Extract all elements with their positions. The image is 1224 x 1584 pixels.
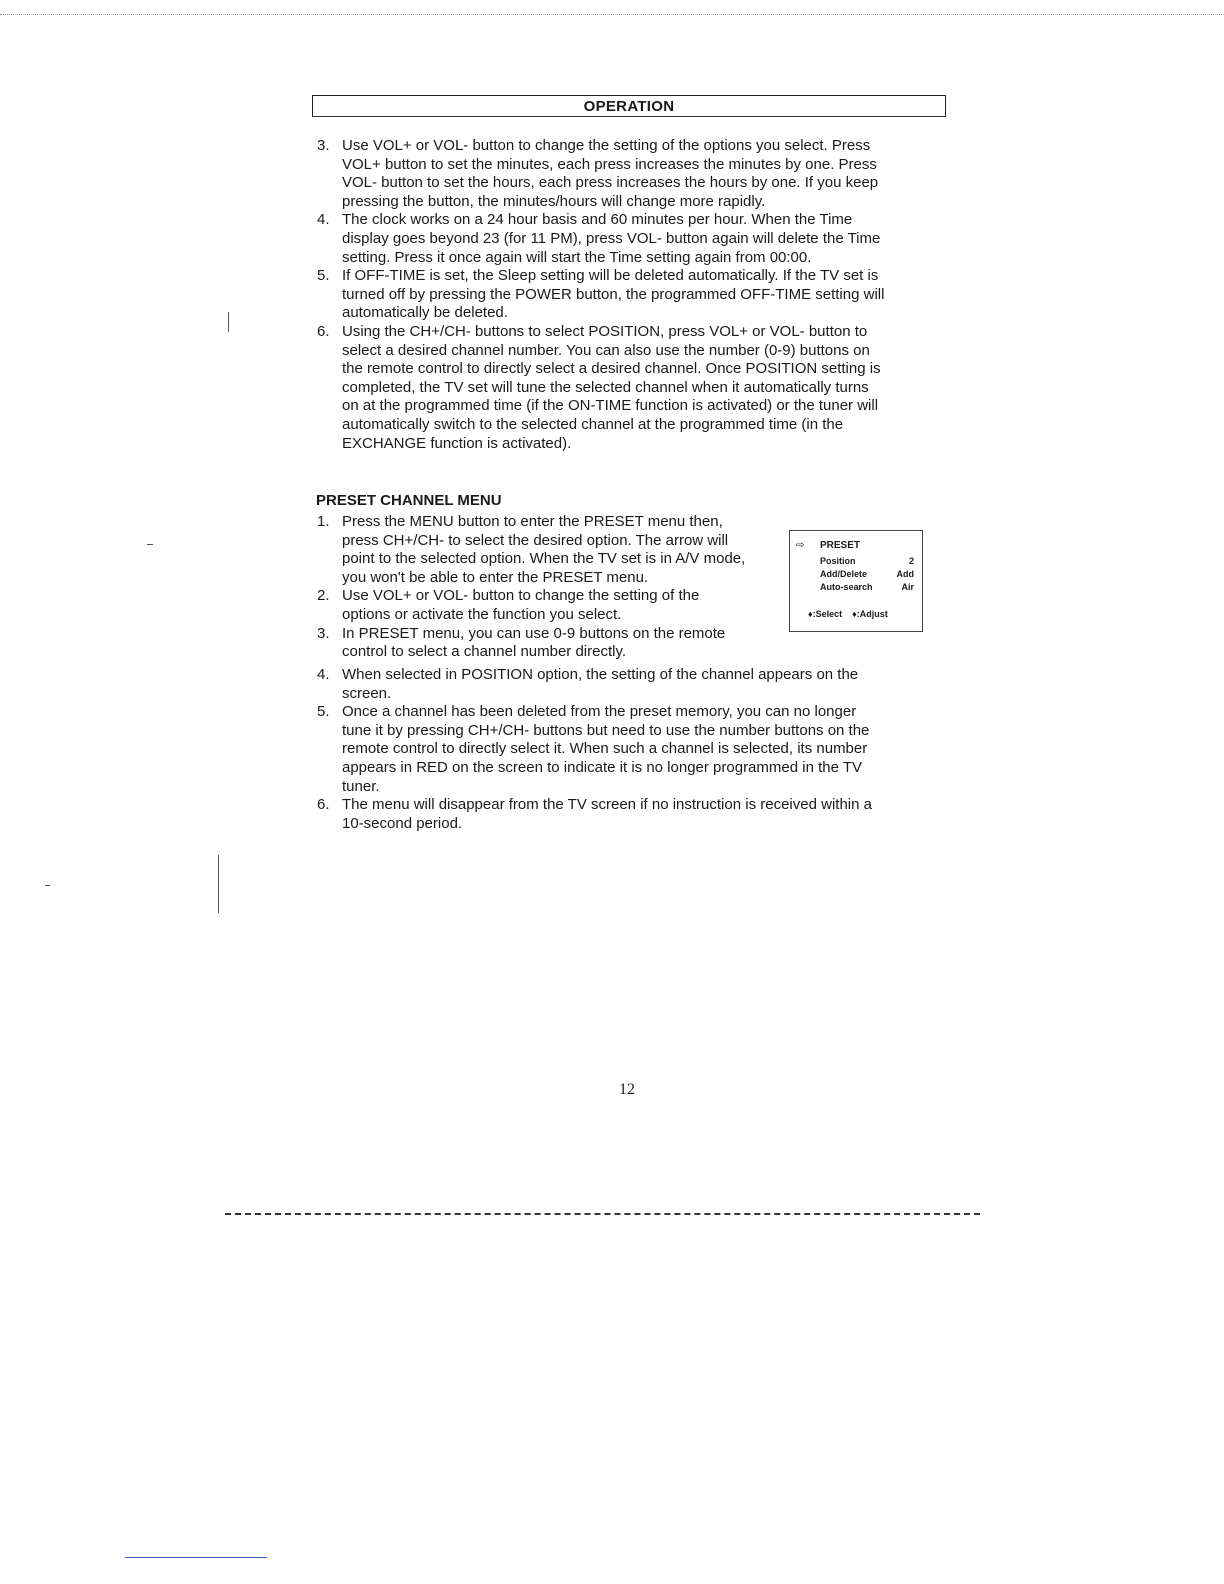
step-number: 4. bbox=[317, 666, 330, 683]
osd-row-label: Auto-search bbox=[820, 582, 873, 592]
section-header-title: OPERATION bbox=[583, 98, 675, 115]
osd-row-value: Add bbox=[896, 569, 914, 579]
step-number: 6. bbox=[317, 322, 330, 340]
step-line: automatically switch to the selected channel at the programmed time (in the bbox=[342, 415, 844, 433]
list-item bbox=[312, 267, 940, 323]
osd-menu-title: PRESET bbox=[820, 540, 861, 551]
step-line: screen. bbox=[342, 684, 392, 702]
step-line: setting. Press it once again will start the Time setting again from 00:00. bbox=[342, 248, 812, 266]
preset-steps-list-continued bbox=[312, 666, 940, 833]
step-number: 3. bbox=[317, 137, 330, 154]
step-line: If OFF-TIME is set, the Sleep setting will be deleted automatically. If the TV set is bbox=[342, 267, 879, 285]
step-line: tuner. bbox=[342, 777, 380, 795]
list-item bbox=[312, 137, 940, 211]
step-line: tune it by pressing CH+/CH- buttons but need to use the number buttons on the bbox=[342, 721, 870, 739]
operation-steps-list bbox=[312, 137, 940, 453]
step-line: Use VOL+ or VOL- button to change the setting of the options you select. Press bbox=[342, 137, 871, 154]
step-line: Once a channel has been deleted from the preset memory, you can no longer bbox=[342, 703, 857, 721]
osd-row-label: Position bbox=[820, 556, 856, 566]
osd-row-value: Air bbox=[901, 582, 914, 592]
step-line: on at the programmed time (if the ON-TIME function is activated) or the tuner will bbox=[342, 397, 879, 415]
step-line: turned off by pressing the POWER button, the programmed OFF-TIME setting will bbox=[342, 285, 885, 303]
step-line: 10-second period. bbox=[342, 814, 463, 832]
step-line: remote control to directly select it. When such a channel is selected, its number bbox=[342, 740, 868, 758]
step-line: appears in RED on the screen to indicate it is no longer programmed in the TV bbox=[342, 758, 863, 776]
page-number: 12 bbox=[619, 1081, 635, 1098]
list-item bbox=[312, 625, 774, 662]
list-item bbox=[312, 513, 774, 587]
preset-osd-menu-illustration bbox=[789, 530, 923, 632]
osd-footer bbox=[808, 609, 888, 619]
pointer-arrow-icon: ⇨ bbox=[796, 540, 805, 551]
list-item bbox=[312, 703, 940, 796]
step-line: Using the CH+/CH- buttons to select POSITION, press VOL+ or VOL- button to bbox=[342, 322, 868, 340]
bottom-blue-line bbox=[125, 1557, 267, 1558]
list-item bbox=[312, 211, 940, 267]
list-item bbox=[312, 587, 774, 624]
step-number: 5. bbox=[317, 267, 330, 285]
list-item bbox=[312, 796, 940, 833]
section-header-rule bbox=[312, 116, 946, 117]
step-line: press CH+/CH- to select the desired option. The arrow will bbox=[342, 531, 729, 549]
scan-margin-mark bbox=[218, 855, 219, 913]
step-line: options or activate the function you select. bbox=[342, 605, 622, 623]
list-item bbox=[312, 323, 940, 453]
step-line: Use VOL+ or VOL- button to change the setting of the bbox=[342, 587, 700, 605]
step-line: select a desired channel number. You can also use the number (0-9) buttons on bbox=[342, 341, 870, 359]
bottom-dashed-rule bbox=[225, 1213, 980, 1215]
step-line: EXCHANGE function is activated). bbox=[342, 434, 572, 452]
step-line: control to select a channel number directly. bbox=[342, 643, 627, 661]
list-item bbox=[312, 666, 940, 703]
step-line: point to the selected option. When the TV set is in A/V mode, bbox=[342, 550, 746, 568]
osd-row-label: Add/Delete bbox=[820, 569, 868, 579]
step-number: 2. bbox=[317, 587, 330, 605]
step-line: Press the MENU button to enter the PRESET menu then, bbox=[342, 513, 723, 530]
step-line: VOL+ button to set the minutes, each press increases the minutes by one. Press bbox=[342, 155, 877, 173]
scan-margin-mark bbox=[228, 312, 229, 332]
step-line: completed, the TV set will tune the selected channel when it automatically turns bbox=[342, 378, 869, 396]
step-line: display goes beyond 23 (for 11 PM), press VOL- button again will delete the Time bbox=[342, 229, 881, 247]
step-number: 5. bbox=[317, 703, 330, 721]
step-line: automatically be deleted. bbox=[342, 304, 508, 322]
step-number: 4. bbox=[317, 211, 330, 229]
osd-row-value: 2 bbox=[908, 556, 914, 566]
step-number: 6. bbox=[317, 796, 330, 814]
step-line: The menu will disappear from the TV screen if no instruction is received within a bbox=[342, 796, 872, 814]
step-line: When selected in POSITION option, the setting of the channel appears on the bbox=[342, 666, 859, 683]
osd-footer-adjust: ♦:Adjust bbox=[852, 609, 888, 619]
step-line: VOL- button to set the hours, each press increases the hours by one. If you keep bbox=[342, 174, 879, 192]
osd-footer-select: ♦:Select bbox=[808, 609, 843, 619]
step-line: pressing the button, the minutes/hours will change more rapidly. bbox=[342, 192, 766, 210]
step-line: you won't be able to enter the PRESET menu. bbox=[342, 568, 649, 586]
section-header-box bbox=[312, 95, 946, 117]
step-number: 1. bbox=[317, 513, 330, 530]
step-line: The clock works on a 24 hour basis and 60 minutes per hour. When the Time bbox=[342, 211, 853, 229]
preset-steps-list bbox=[312, 513, 774, 662]
scan-edge-top bbox=[0, 14, 1224, 15]
preset-section-heading: PRESET CHANNEL MENU bbox=[316, 492, 502, 509]
scan-margin-mark bbox=[45, 885, 50, 886]
step-line: In PRESET menu, you can use 0-9 buttons on the remote bbox=[342, 624, 726, 642]
scan-margin-mark bbox=[147, 544, 153, 545]
step-line: the remote control to directly select a desired channel. Once POSITION setting is bbox=[342, 360, 881, 378]
step-number: 3. bbox=[317, 624, 330, 642]
